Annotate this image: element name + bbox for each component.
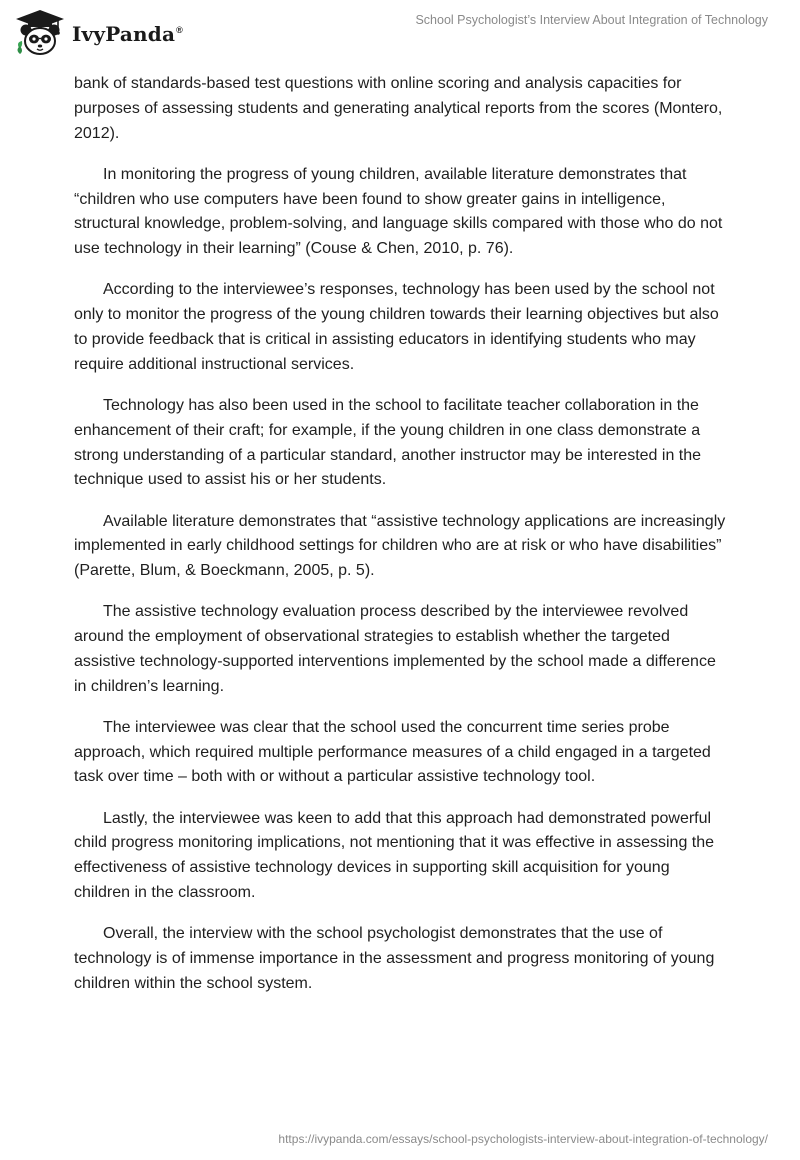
brand-name [72, 22, 183, 46]
essay-body [74, 72, 726, 1013]
paragraph: The interviewee was clear that the school used the concurrent time series probe approach, which required multiple performance measures of a child engaged in a targeted task over time – both with or without a particular assistive technology tool. [74, 718, 711, 786]
brand-wordmark: IvyPanda [72, 22, 176, 46]
document-title: School Psychologist’s Interview About Integration of Technology [415, 13, 768, 27]
paragraph: In monitoring the progress of young children, available literature demonstrates that “children who use computers have been found to show greater gains in intelligence, structural knowledge, problem-solving, and language skills compared with those who do not use technology in their learning” (Couse & Chen, 2010, p. 76). [74, 165, 723, 258]
paragraph: Overall, the interview with the school psychologist demonstrates that the use of technology is of immense importance in the assessment and progress monitoring of young children within the school system. [74, 925, 715, 992]
paragraph: Technology has also been used in the school to facilitate teacher collaboration in the enhancement of their craft; for example, if the young children in one class demonstrate a strong understanding of a particular standard, another instructor may be interested in the technique used to assist his or her students. [74, 396, 702, 489]
paragraph: Available literature demonstrates that “assistive technology applications are increasingly implemented in early childhood settings for children who are at risk or who have disabilities” (Parette, Blum, & Boeckmann, 2005, p. 5). [74, 512, 726, 580]
registered-mark: ® [176, 25, 183, 36]
paragraph: The assistive technology evaluation process described by the interviewee revolved around the employment of observational strategies to establish whether the targeted assistive technology-supported interventions implemented by the school made a difference in children’s learning. [74, 603, 716, 695]
page-header [0, 0, 800, 70]
source-url[interactable]: https://ivypanda.com/essays/school-psychologists-interview-about-integration-of-technology/ [278, 1132, 768, 1146]
brand-logo[interactable] [14, 8, 183, 58]
panda-graduate-icon [14, 8, 66, 58]
paragraph: bank of standards-based test questions with online scoring and analysis capacities for purposes of assessing students and generating analytical reports from the scores (Montero, 2012). [74, 75, 723, 142]
paragraph: Lastly, the interviewee was keen to add that this approach had demonstrated powerful child progress monitoring implications, not mentioning that it was effective in assessing the effectiveness of assistive technology devices in supporting skill acquisition for young children in the classroom. [74, 809, 715, 902]
paragraph: According to the interviewee’s responses, technology has been used by the school not only to monitor the progress of the young children towards their learning objectives but also to provide feedback that is critical in assisting educators in identifying students who may require additional instructional services. [74, 281, 719, 373]
